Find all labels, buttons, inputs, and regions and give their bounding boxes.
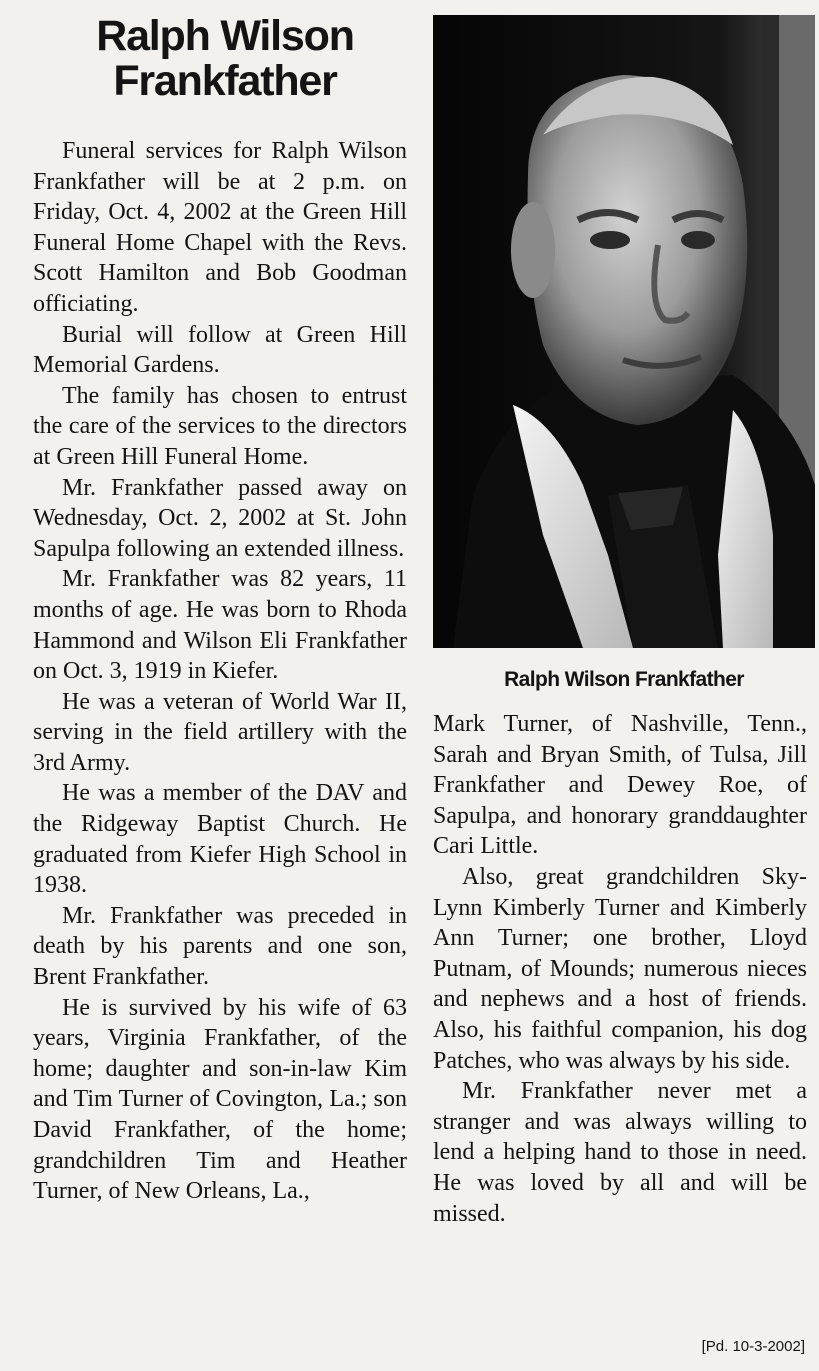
- left-column: [33, 136, 407, 1207]
- paragraph: Mr. Frankfather passed away on Wednesday, Oct. 2, 2002 at St. John Sapulpa following an extended illness.: [33, 474, 407, 562]
- paragraph: He was a member of the DAV and the Ridgeway Baptist Church. He graduated from Kiefer High School in 1938.: [33, 780, 407, 899]
- portrait-illustration: [433, 15, 815, 648]
- paragraph: The family has chosen to entrust the care of the services to the directors at Green Hill Funeral Home.: [33, 382, 407, 470]
- paragraph: He was a veteran of World War II, serving in the field artillery with the 3rd Army.: [33, 688, 407, 776]
- paid-notice: [Pd. 10-3-2002]: [701, 1338, 805, 1355]
- paragraph: Mr. Frankfather was 82 years, 11 months of age. He was born to Rhoda Hammond and Wilson Eli Frankfather on Oct. 3, 1919 in Kiefer.: [33, 566, 407, 685]
- paragraph: Burial will follow at Green Hill Memorial Gardens.: [33, 321, 407, 379]
- paragraph: Mark Turner, of Nashville, Tenn., Sarah and Bryan Smith, of Tulsa, Jill Frankfather and Dewey Roe, of Sapulpa, and honorary granddaughter Cari Little.: [433, 711, 807, 860]
- paragraph: Also, great grandchildren Sky-Lynn Kimberly Turner and Kimberly Ann Turner; one brother, Lloyd Putnam, of Mounds; numerous nieces and nephews and a host of friends. Also, his faithful companion, his dog Patches, who was always by his side.: [433, 863, 807, 1074]
- portrait-photo: [433, 15, 815, 648]
- right-column: [433, 709, 807, 1229]
- obituary-title: [40, 14, 410, 104]
- paragraph: Mr. Frankfather never met a stranger and was always willing to lend a helping hand to those in need. He was loved by all and will be missed.: [433, 1078, 807, 1227]
- paragraph: Funeral services for Ralph Wilson Frankfather will be at 2 p.m. on Friday, Oct. 4, 2002 at the Green Hill Funeral Home Chapel with the Revs. Scott Hamilton and Bob Goodman officiating.: [33, 138, 407, 317]
- paragraph: Mr. Frankfather was preceded in death by his parents and one son, Brent Frankfather.: [33, 902, 407, 991]
- title-line-2: Frankfather: [113, 57, 337, 105]
- photo-caption: Ralph Wilson Frankfather: [504, 668, 744, 691]
- title-line-1: Ralph Wilson: [96, 12, 354, 60]
- paragraph: He is survived by his wife of 63 years, Virginia Frankfather, of the home; daughter and son-in-law Kim and Tim Turner of Covington, La.; son David Frankfather, of the home; grandchildren Tim and Heather Turner, of New Orleans, La.,: [33, 994, 407, 1205]
